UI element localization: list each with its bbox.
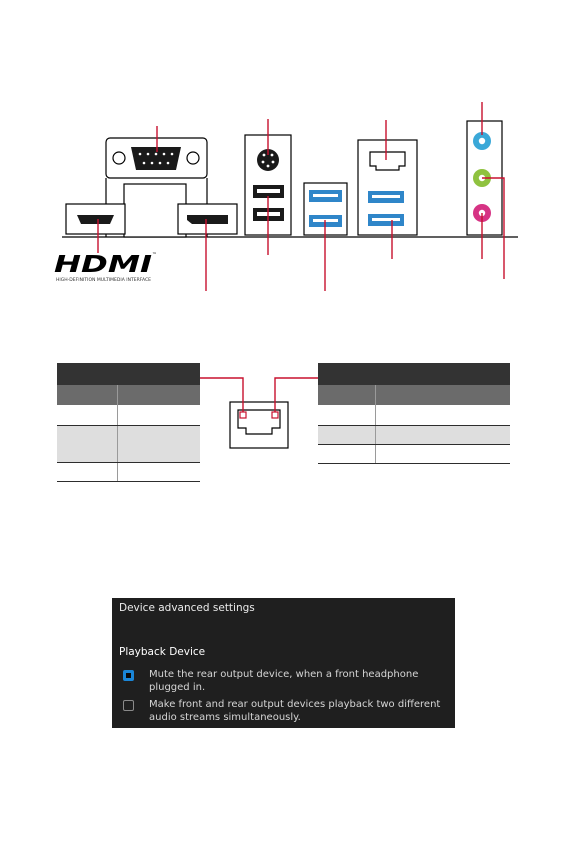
table-row: [57, 426, 200, 463]
hdmi-port: [66, 204, 125, 234]
led-left-subheader-row: [57, 385, 200, 405]
two-streams-label: Make front and rear output devices playback two different audio streams simultaneously.: [149, 699, 441, 723]
table-row: [318, 445, 510, 464]
mute-rear-output-checkbox[interactable]: [123, 670, 134, 681]
rear-io-panel-diagram: [0, 0, 567, 360]
device-advanced-settings-panel: [112, 598, 455, 728]
table-row: [57, 463, 200, 482]
rj45-icon: [230, 402, 288, 448]
playback-device-heading: Playback Device: [119, 646, 206, 658]
hdmi-logo-tagline: HIGH-DEFINITION MULTIMEDIA INTERFACE: [56, 277, 152, 282]
lan-usb3-stack: [358, 140, 417, 235]
settings-title: Device advanced settings: [119, 602, 255, 614]
mute-rear-output-label: Mute the rear output device, when a front headphone plugged in.: [149, 669, 419, 693]
led-left-header-row: [57, 363, 200, 385]
hdmi-logo-text: HDMI: [54, 252, 153, 278]
lan-led-table-right: [318, 363, 510, 464]
led-right-subheader-row: [318, 385, 510, 405]
led-right-header-row: [318, 363, 510, 385]
hdmi-logo: [54, 252, 157, 282]
displayport-port: [178, 204, 237, 234]
lan-led-table-left: [57, 363, 200, 482]
table-row: [57, 405, 200, 426]
hdmi-logo-trademark: ™: [152, 252, 157, 258]
table-row: [318, 426, 510, 445]
two-streams-checkbox[interactable]: [123, 700, 134, 711]
table-row: [318, 405, 510, 426]
